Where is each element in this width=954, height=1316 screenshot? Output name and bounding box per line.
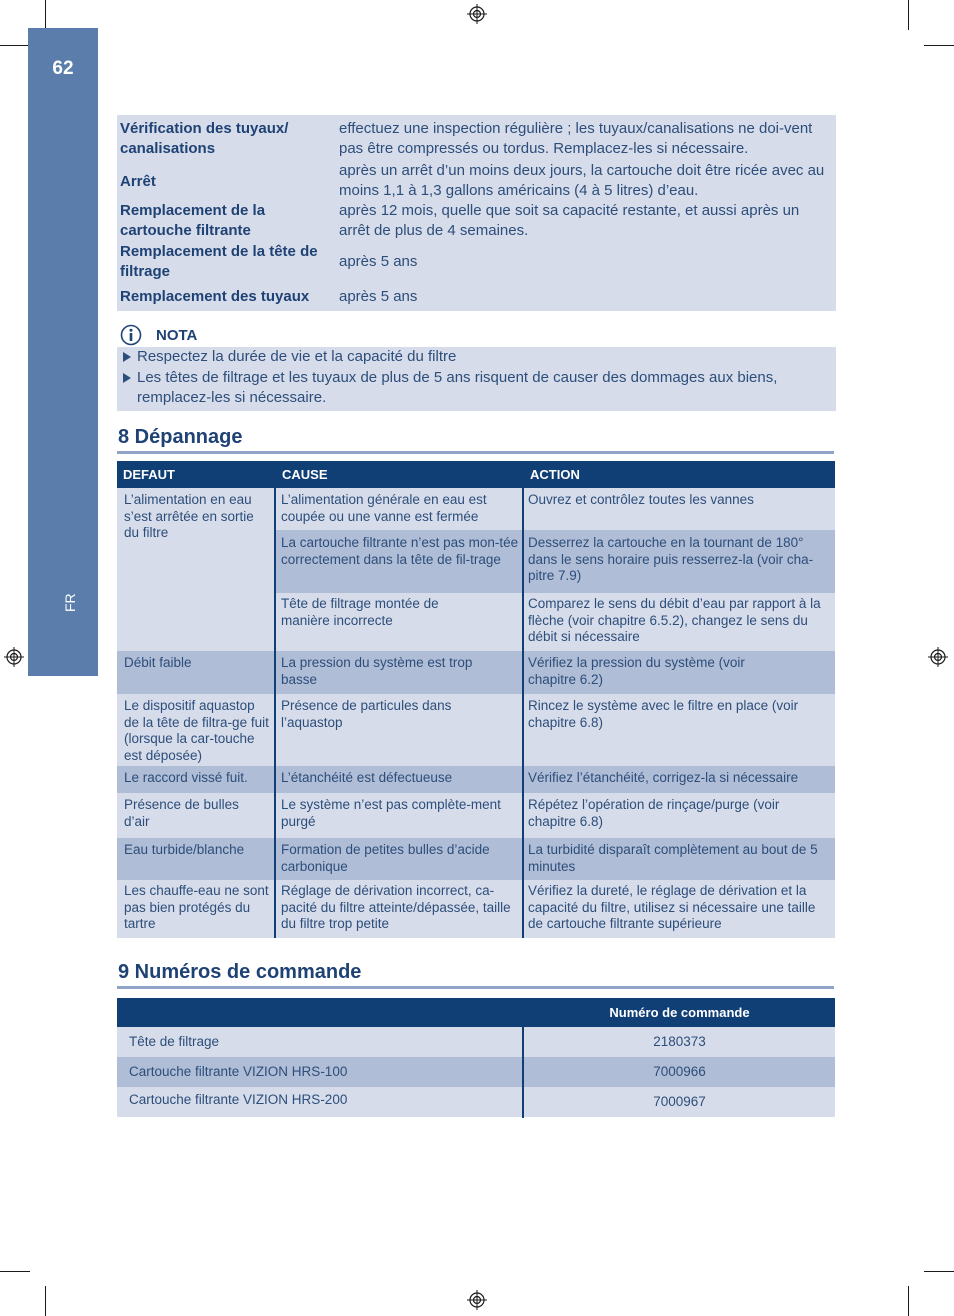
cell-cause: La cartouche filtrante n’est pas mon-tée correctement dans la tête de fil-trage: [281, 535, 519, 567]
maintenance-label: Remplacement de la tête de filtrage: [120, 243, 318, 280]
column-divider: [274, 461, 276, 938]
maintenance-value: après 12 mois, quelle que soit sa capacité restante, et aussi après un arrêt de plus de 4 semaines.: [339, 202, 800, 239]
troubleshooting-table: [117, 461, 835, 938]
cell-cause: L’étanchéité est défectueuse: [281, 770, 453, 785]
info-icon: [120, 324, 142, 346]
column-header-order-number: Numéro de commande: [609, 1005, 750, 1020]
table-row: [117, 1087, 835, 1117]
column-divider: [522, 461, 524, 938]
table-row: [117, 1027, 835, 1057]
side-tab: [28, 28, 98, 676]
order-item-name: Tête de filtrage: [129, 1034, 220, 1049]
cell-cause: Présence de particules dans l’aquastop: [281, 698, 452, 730]
cell-defaut: Eau turbide/blanche: [124, 842, 245, 857]
cell-action: Répétez l’opération de rinçage/purge (voir chapitre 6.8): [528, 797, 780, 829]
nota-title: NOTA: [156, 327, 198, 344]
bullet-arrow-icon: [123, 352, 131, 362]
maintenance-label: Arrêt: [120, 173, 156, 190]
cell-action: Vérifiez la pression du système (voir chapitre 6.2): [528, 655, 745, 687]
section-rule: [117, 986, 834, 989]
order-item-name: Cartouche filtrante VIZION HRS-100: [129, 1064, 348, 1079]
maintenance-label: Remplacement des tuyaux: [120, 288, 310, 305]
cell-defaut: Le dispositif aquastop de la tête de filtra-ge fuit (lorsque la car-touche est déposée): [124, 698, 269, 763]
registration-mark-top: [467, 4, 487, 24]
registration-mark-left: [4, 647, 24, 667]
maintenance-label: Remplacement de la cartouche filtrante: [120, 202, 266, 239]
maintenance-label: Vérification des tuyaux/ canalisations: [120, 120, 289, 157]
maintenance-value: après 5 ans: [339, 288, 418, 305]
cell-defaut: L’alimentation en eau s’est arrêtée en sortie du filtre: [124, 492, 254, 540]
section-title-troubleshooting: 8 Dépannage: [118, 426, 243, 448]
cell-action: Vérifiez la dureté, le réglage de dérivation et la capacité du filtre, utilisez si nécessaire une taille de cartouche filtrante supérieure: [528, 883, 816, 931]
cell-action: La turbidité disparaît complètement au bout de 5 minutes: [528, 842, 818, 874]
cell-action: Desserrez la cartouche en la tournant de 180° dans le sens horaire puis resserrez-la (voir cha-pitre 7.9): [528, 535, 814, 583]
cell-defaut: Le raccord vissé fuit.: [124, 770, 248, 785]
order-numbers-table: [117, 998, 835, 1118]
cell-cause: Le système n’est pas complète-ment purgé: [281, 797, 501, 829]
order-item-number: 7000967: [653, 1094, 706, 1109]
column-divider: [522, 998, 524, 1118]
order-item-number: 7000966: [653, 1064, 706, 1079]
nota-item: Respectez la durée de vie et la capacité du filtre: [121, 347, 847, 367]
cell-defaut: Débit faible: [124, 655, 192, 670]
order-table-header: [117, 998, 835, 1027]
bullet-arrow-icon: [123, 373, 131, 383]
maintenance-value: effectuez une inspection régulière ; les tuyaux/canalisations ne doi-vent pas être compressés ou tordus. Remplacez-les si nécessaire.: [339, 120, 813, 157]
table-row: [117, 1057, 835, 1087]
maintenance-value: après 5 ans: [339, 253, 418, 270]
registration-mark-right: [928, 647, 948, 667]
nota-box: [117, 347, 836, 411]
cell-defaut: Les chauffe-eau ne sont pas bien protégés du tartre: [124, 883, 269, 931]
cell-cause: La pression du système est trop basse: [281, 655, 473, 687]
cell-defaut: Présence de bulles d’air: [124, 797, 239, 829]
order-item-number: 2180373: [653, 1034, 706, 1049]
page-number: 62: [52, 58, 74, 79]
cell-cause: L’alimentation générale en eau est coupée ou une vanne est fermée: [281, 492, 487, 524]
registration-mark-bottom: [467, 1290, 487, 1310]
cell-action: Vérifiez l’étanchéité, corrigez-la si nécessaire: [528, 770, 799, 785]
cell-cause: Formation de petites bulles d’acide carbonique: [281, 842, 490, 874]
maintenance-value: après un arrêt d’un moins deux jours, la cartouche doit être ricée avec au moins 1,1 à 1,3 gallons américains (4 à 5 litres) d’eau.: [339, 162, 825, 199]
column-header-defaut: DEFAUT: [117, 461, 274, 488]
cell-cause: Réglage de dérivation incorrect, ca-pacité du filtre atteinte/dépassée, taille du filtre trop petite: [281, 883, 511, 931]
cell-action: Comparez le sens du débit d’eau par rapport à la flèche (voir chapitre 6.5.2), changez le sens du débit si nécessaire: [528, 596, 821, 644]
maintenance-table: [117, 115, 836, 311]
cell-action: Ouvrez et contrôlez toutes les vannes: [528, 492, 754, 507]
order-item-name: Cartouche filtrante VIZION HRS-200: [129, 1092, 348, 1107]
column-header-cause: CAUSE: [276, 461, 522, 488]
cell-cause: Tête de filtrage montée de manière incorrecte: [281, 596, 439, 628]
nota-item: Les têtes de filtrage et les tuyaux de plus de 5 ans risquent de causer des dommages aux biens, remplacez-les si nécessaire.: [121, 368, 847, 408]
cell-action: Rincez le système avec le filtre en place (voir chapitre 6.8): [528, 698, 799, 730]
language-tab: FR: [62, 593, 78, 612]
column-header-action: ACTION: [524, 461, 835, 488]
section-title-order-numbers: 9 Numéros de commande: [118, 961, 362, 983]
section-rule: [117, 451, 834, 454]
